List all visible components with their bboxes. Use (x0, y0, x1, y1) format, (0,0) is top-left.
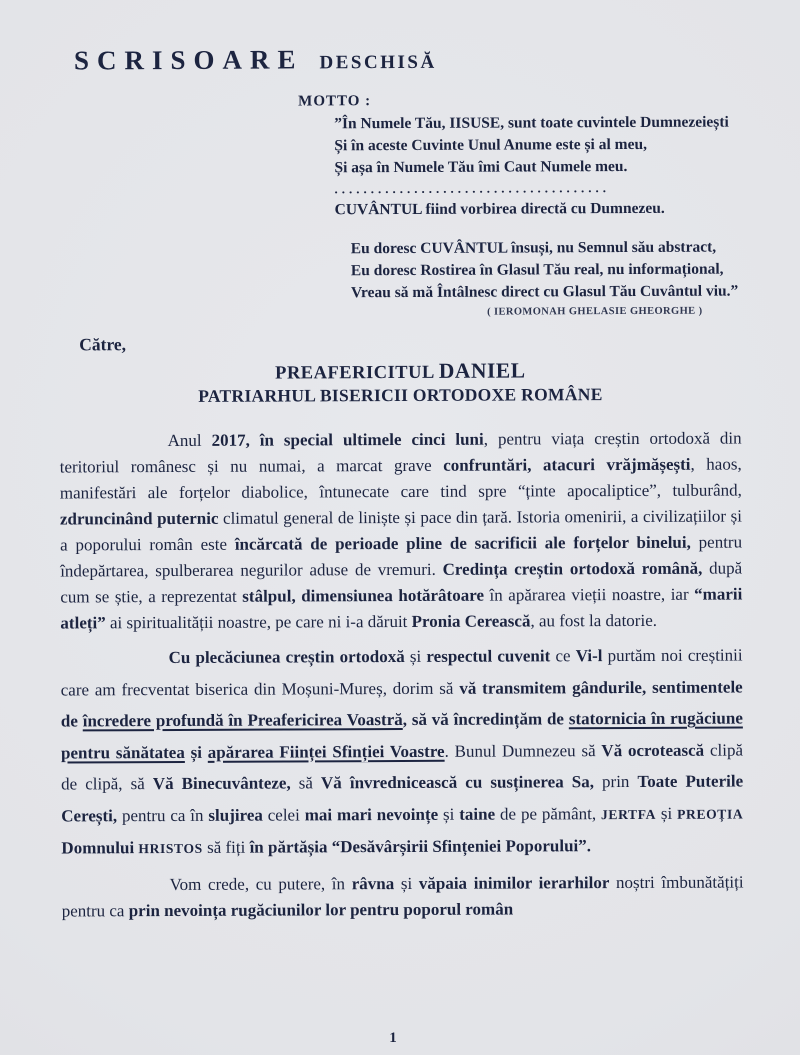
text-segment: Credința creștin ortodoxă română, (442, 558, 703, 579)
text-segment: pentru îndepărtarea, spulberarea negurilor aduse de vremuri. (60, 532, 743, 581)
addressee-name-line (59, 358, 741, 386)
text-segment: Vom crede, cu putere, în (169, 873, 352, 894)
text-line: ”În Numele Tău, IISUSE, sunt toate cuvintele Dumnezeiești (334, 113, 729, 133)
text-segment: noștri îmbunătățiți pentru ca (61, 872, 744, 920)
text-segment: și (655, 803, 678, 823)
text-segment: vă transmitem gândurile, sentimentele de (60, 677, 743, 731)
letter-title-main: SCRISOARE (73, 44, 304, 76)
paragraph-year-events (60, 426, 743, 637)
text-segment: Vă învrednicească cu susținerea Sa, (320, 772, 594, 793)
text-segment: mai mari nevoințe (304, 804, 439, 824)
text-segment: prin (593, 771, 638, 792)
text-segment: ce (550, 646, 576, 666)
text-segment: pentru ca în (117, 805, 209, 825)
text-segment: zdruncinând puternic (59, 508, 219, 529)
text-segment: purtăm noi creștinii care am frecventat biserica din Moșuni-Mureș, dorim să (60, 645, 743, 699)
text-segment: JERTFA (600, 806, 657, 822)
addressee-title-line: PATRIARHUL BISERICII ORTODOXE ROMÂNE (198, 384, 603, 406)
text-segment: văpaia inimilor ierarhilor (418, 872, 610, 893)
text-segment: râvna (351, 873, 395, 893)
text-segment: de pe pământ, (495, 803, 602, 824)
text-segment: . Bunul Dumnezeu să (444, 740, 602, 761)
addressee-name: DANIEL (438, 358, 526, 383)
text-segment: slujirea (208, 805, 263, 825)
text-segment: statornicia în rugăciune pentru sănătatea (60, 708, 743, 762)
page-title (74, 43, 740, 77)
text-segment: în apărarea vieții noastre, iar (483, 584, 695, 605)
text-line: Eu doresc Rostirea în Glasul Tău real, nu informațional, (350, 260, 724, 280)
text-segment: HRISTOS (138, 840, 203, 857)
text-segment: Domnului (61, 838, 135, 858)
text-segment: Vă Binecuvânteze, (152, 773, 291, 794)
text-segment: și (184, 742, 208, 762)
motto-conclusion-line: CUVÂNTUL fiind vorbirea directă cu Dumnezeu. (334, 199, 665, 219)
text-segment: să fiți (202, 837, 250, 857)
text-segment: și (438, 804, 460, 824)
text-segment: PREOȚIA (677, 806, 744, 822)
text-segment: clipă de clipă, să (61, 740, 744, 794)
text-segment: , pentru viața creștin ortodoxă din teritoriul românesc și nu numai, a marcat grave (59, 428, 742, 477)
text-segment: și (404, 646, 427, 666)
motto-dotted-divider: ...................................... (334, 180, 611, 197)
text-segment: Toate Puterile Cerești, (61, 771, 744, 825)
text-segment: 2017, în special ultimele cinci luni (211, 429, 484, 450)
text-segment: încredere profundă în Preafericirea Voastră (82, 709, 403, 731)
addressee-block (59, 358, 741, 408)
text-segment: încărcată de perioade pline de sacrificii ale forțelor binelui, (234, 532, 691, 554)
addressee-honorific: PREAFERICITUL (275, 362, 434, 384)
text-segment: după cum se știe, a reprezentat (60, 558, 743, 607)
text-segment: , haos, manifestări ale forțelor diabolice, întunecate care tind spre “ținte apocaliptice”, tulburând, (59, 454, 742, 503)
text-segment: Pronia Cerească (411, 611, 531, 631)
text-segment: “marii atleți” (60, 584, 743, 633)
letter-title-sub: DESCHISĂ (319, 51, 437, 74)
paragraph-greeting-blessing (60, 640, 743, 865)
text-segment: confruntări, atacuri vrăjmășești (443, 454, 691, 475)
motto-quote-secondary (351, 237, 741, 305)
text-segment: Vi-l (575, 646, 603, 666)
text-segment: , să vă încredințăm de (402, 709, 569, 729)
text-segment: ai spiritualității noastre, pe care ni i-a dăruit (105, 611, 412, 633)
salutation: Către, (79, 334, 127, 355)
motto-label: MOTTO : (298, 93, 372, 110)
text-segment: stâlpul, dimensiunea hotărâtoare (242, 585, 485, 606)
text-line: Și așa în Numele Tău îmi Caut Numele meu. (334, 158, 628, 177)
page-number: 1 (389, 1030, 397, 1046)
text-segment: apărarea Ființei Sfinției Voastre (207, 741, 445, 762)
text-segment: climatul general de liniște și pace din țară. Istoria omenirii, a civilizațiilor și a poporului român este (60, 506, 742, 555)
text-segment: Vă ocrotească (601, 740, 705, 760)
paragraph-closing (61, 869, 743, 924)
text-segment: celei (262, 804, 305, 825)
text-segment: să (290, 773, 322, 793)
text-line: Și în aceste Cuvinte Unul Anume este și al meu, (334, 135, 647, 155)
text-segment: Cu plecăciunea creștin ortodoxă (168, 646, 405, 668)
text-line: Vreau să mă Întâlnesc direct cu Glasul Tău Cuvântul viu.” (350, 282, 739, 302)
text-segment: , au fost la datorie. (530, 610, 658, 631)
text-line: Eu doresc CUVÂNTUL însuși, nu Semnul său abstract, (350, 238, 717, 258)
text-segment: în părtășia “Desăvârșirii Sfințeniei Poporului”. (249, 836, 592, 857)
text-segment: prin nevoința rugăciunilor lor pentru poporul român (128, 899, 514, 920)
text-segment: Anul (167, 430, 212, 451)
motto-attribution: ( IEROMONAH GHELASIE GHEORGHE ) (487, 305, 703, 318)
text-segment: respectul cuvenit (426, 646, 551, 666)
text-segment: și (394, 873, 419, 893)
text-segment: taine (459, 804, 496, 824)
motto-quote-primary (334, 112, 740, 180)
